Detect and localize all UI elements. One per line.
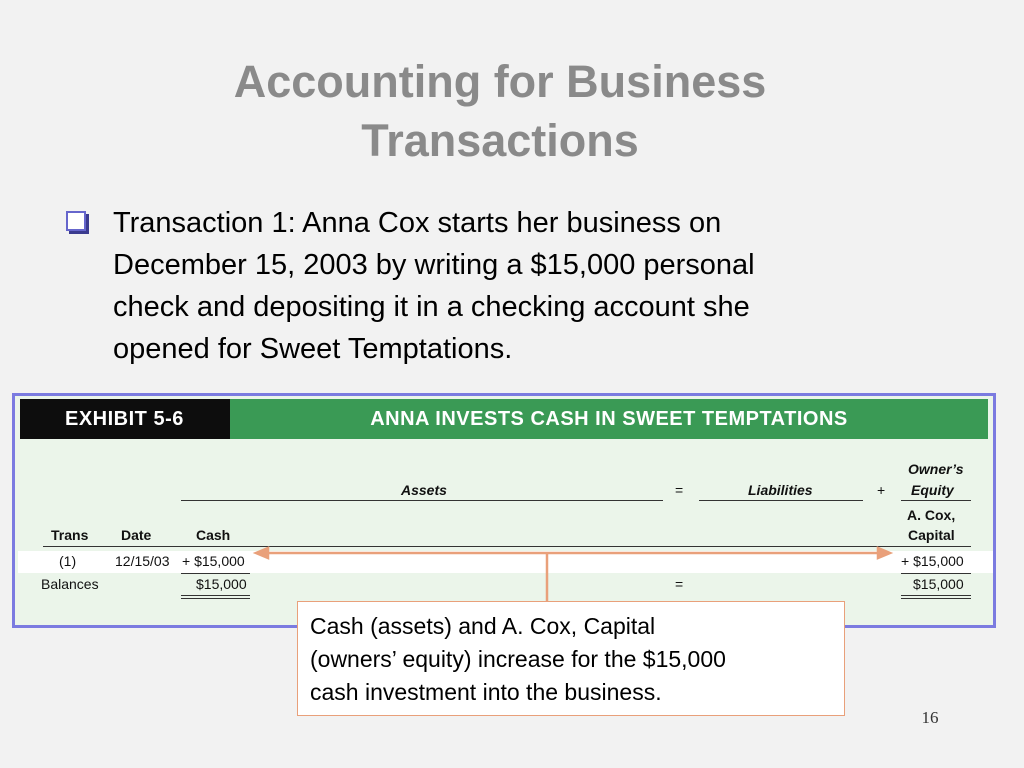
row1-capital: + $15,000 bbox=[901, 553, 964, 569]
row1-trans: (1) bbox=[59, 553, 77, 569]
liabilities-underline bbox=[699, 500, 863, 501]
cash-double-line-top bbox=[181, 595, 250, 596]
bullet-line-1: Transaction 1: Anna Cox starts her business on bbox=[113, 207, 722, 239]
capital-double-line-bottom bbox=[901, 598, 971, 599]
callout-line-2: (owners’ equity) increase for the $15,000 bbox=[310, 646, 726, 672]
owners-equity-line-1: Owner’s bbox=[908, 461, 964, 477]
equals-sign: = bbox=[675, 482, 684, 498]
col-cash: Cash bbox=[196, 527, 231, 543]
cash-double-line-bottom bbox=[181, 598, 250, 599]
exhibit-title: ANNA INVESTS CASH IN SWEET TEMPTATIONS bbox=[370, 408, 848, 430]
title-line-2: Transactions bbox=[361, 115, 639, 166]
hollow-square-bullet-icon bbox=[66, 211, 86, 231]
slide-title bbox=[0, 52, 1000, 170]
callout-line-1: Cash (assets) and A. Cox, Capital bbox=[310, 613, 656, 639]
capital-line-1: A. Cox, bbox=[907, 507, 956, 523]
capital-double-line-top bbox=[901, 595, 971, 596]
assets-underline bbox=[181, 500, 663, 501]
page-number: 16 bbox=[921, 708, 939, 727]
bullet-line-2: December 15, 2003 by writing a $15,000 personal bbox=[113, 249, 755, 281]
row1-date: 12/15/03 bbox=[115, 553, 170, 569]
capital-line-2: Capital bbox=[908, 527, 955, 543]
exhibit-header bbox=[20, 399, 988, 439]
plus-sign: + bbox=[877, 482, 886, 498]
callout-box bbox=[297, 601, 845, 716]
owners-equity-line-2: Equity bbox=[911, 482, 954, 498]
equity-underline bbox=[901, 500, 971, 501]
callout-line-3: cash investment into the business. bbox=[310, 679, 662, 705]
balances-capital: $15,000 bbox=[913, 576, 964, 592]
capital-sum-line bbox=[901, 573, 971, 574]
assets-header: Assets bbox=[401, 482, 447, 498]
balances-label: Balances bbox=[41, 576, 99, 592]
title-line-1: Accounting for Business bbox=[233, 56, 767, 107]
bullet-line-4: opened for Sweet Temptations. bbox=[113, 333, 513, 365]
row1-cash: + $15,000 bbox=[182, 553, 245, 569]
col-date: Date bbox=[121, 527, 152, 543]
column-header-underline bbox=[43, 546, 971, 547]
balances-equals: = bbox=[675, 576, 684, 592]
bullet-line-3: check and depositing it in a checking account she bbox=[113, 291, 750, 323]
col-trans: Trans bbox=[51, 527, 89, 543]
bullet-text bbox=[113, 202, 913, 370]
liabilities-header: Liabilities bbox=[748, 482, 813, 498]
balances-cash: $15,000 bbox=[196, 576, 247, 592]
cash-sum-line bbox=[181, 573, 250, 574]
exhibit-table bbox=[12, 393, 996, 628]
exhibit-label: EXHIBIT 5-6 bbox=[20, 399, 230, 439]
